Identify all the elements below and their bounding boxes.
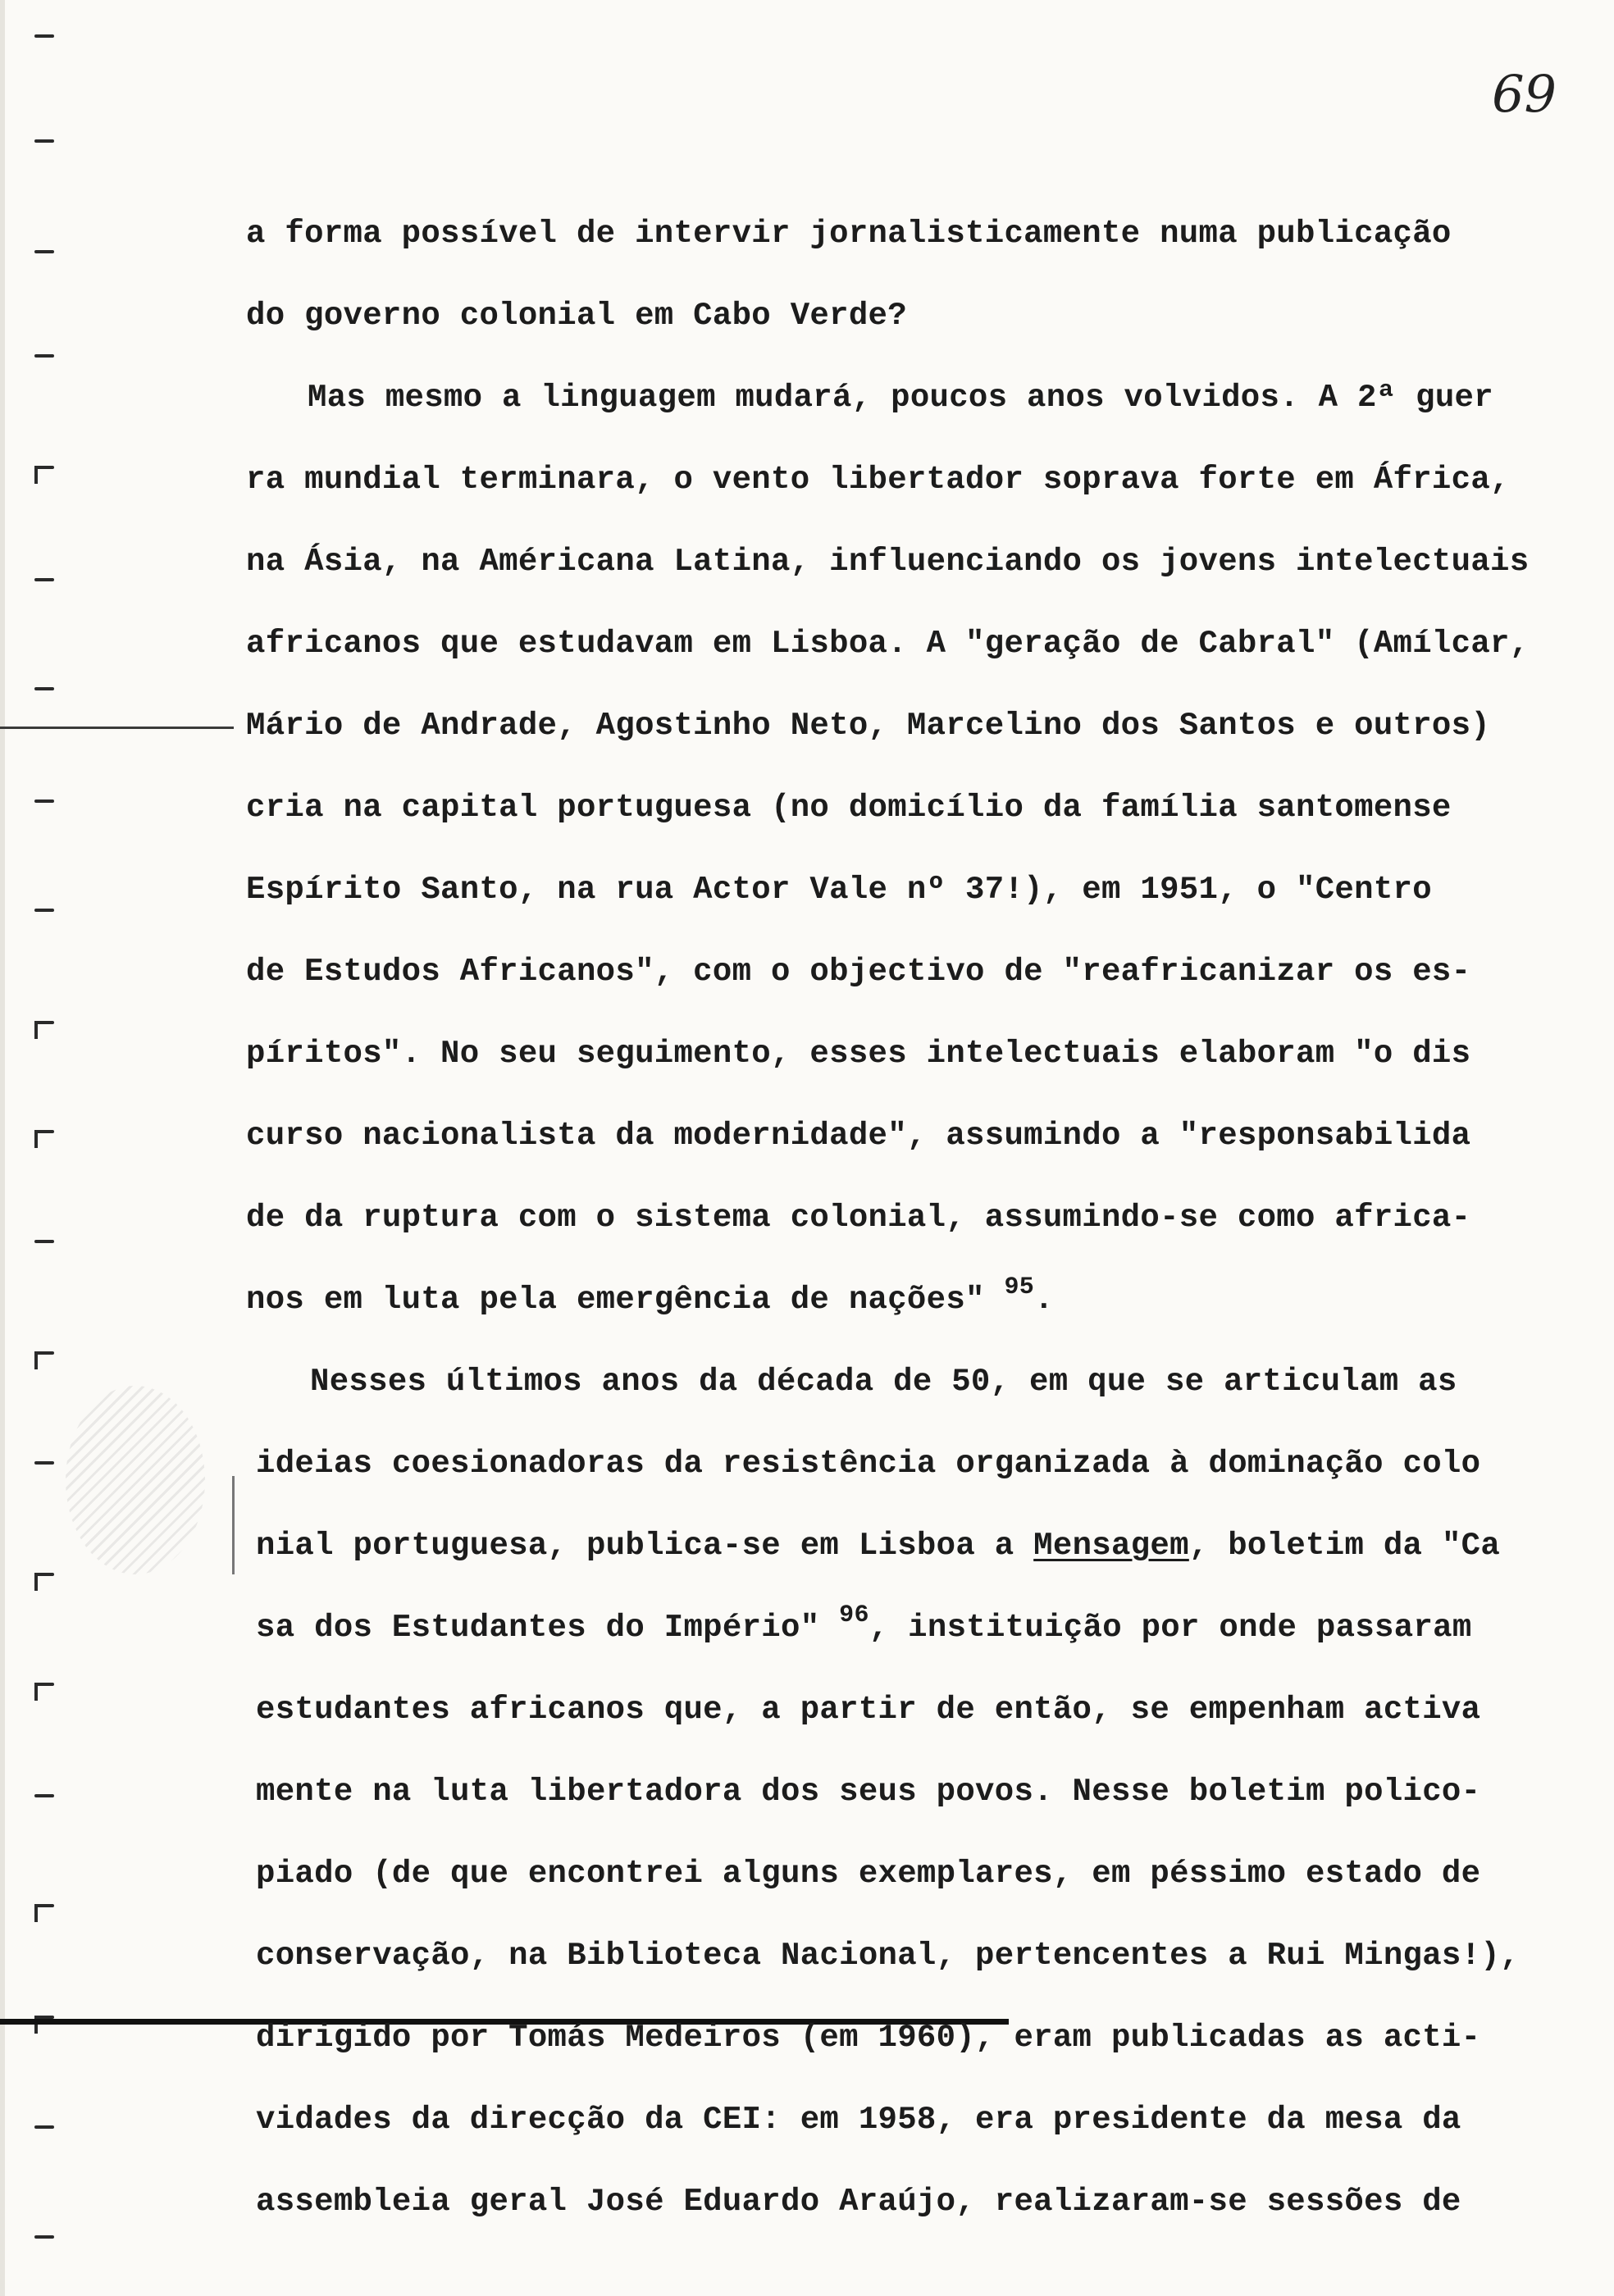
margin-mark [34,2125,54,2129]
text-line: assembleia geral José Eduardo Araújo, realizaram-se sessões de [256,2184,1461,2220]
margin-mark [34,250,54,253]
margin-mark [34,1683,54,1686]
margin-mark [34,1573,54,1576]
margin-mark [34,1351,54,1355]
footnote-ref-95: 95 [1004,1273,1035,1301]
text-line: Nesses últimos anos da década de 50, em que se articulam as [310,1364,1457,1400]
margin-mark [34,1904,54,1907]
text-line: na Ásia, na Américana Latina, influenciando os jovens intelectuais [246,544,1530,580]
text-line: dirigido por Tomás Medeiros (em 1960), eram publicadas as acti- [256,2020,1481,2056]
margin-mark [34,1240,54,1243]
margin-mark [34,1794,54,1797]
text-line: vidades da direcção da CEI: em 1958, era presidente da mesa da [256,2102,1461,2138]
paper-smudge [66,1386,205,1574]
margin-vertical-stroke [232,1476,235,1574]
line-text-tail: , instituição por onde passaram [869,1610,1472,1646]
line-text: nial portuguesa, publica-se em Lisboa a [256,1528,1014,1564]
text-line: piado (de que encontrei alguns exemplares, em péssimo estado de [256,1856,1481,1892]
text-line: do governo colonial em Cabo Verde? [246,298,907,334]
margin-mark [34,687,54,690]
margin-mark [34,2235,54,2239]
text-line [246,1273,1054,1319]
margin-mark [34,909,54,912]
scan-rule-line [0,727,234,729]
text-line: africanos que estudavam em Lisboa. A "geração de Cabral" (Amílcar, [246,626,1530,662]
text-line [256,1527,1500,1565]
text-line: mente na luta libertadora dos seus povos. Nesse boletim polico- [256,1774,1481,1810]
margin-mark [34,578,54,581]
margin-mark [34,800,54,803]
line-period: . [1034,1282,1054,1318]
page-number: 69 [1492,64,1557,124]
margin-mark [34,139,54,143]
margin-mark [34,1461,54,1465]
margin-mark [34,1021,54,1024]
line-text-tail: , boletim da "Ca [1188,1528,1501,1564]
line-text: sa dos Estudantes do Império" [256,1610,820,1646]
text-line: píritos". No seu seguimento, esses intelectuais elaboram "o dis [246,1036,1471,1072]
text-line: ra mundial terminara, o vento libertador soprava forte em África, [246,462,1510,498]
text-line: Mário de Andrade, Agostinho Neto, Marcelino dos Santos e outros) [246,708,1491,744]
publication-title-mensagem: Mensagem [1033,1528,1189,1564]
text-line: conservação, na Biblioteca Nacional, pertencentes a Rui Mingas!), [256,1938,1520,1974]
text-line: ideias coesionadoras da resistência organizada à dominação colo [256,1446,1481,1482]
text-line: de da ruptura com o sistema colonial, assumindo-se como africa- [246,1200,1471,1236]
margin-mark [34,34,54,38]
text-line: Mas mesmo a linguagem mudará, poucos anos volvidos. A 2ª guer [308,380,1493,416]
margin-mark [34,1130,54,1133]
text-line: Espírito Santo, na rua Actor Vale nº 37!), em 1951, o "Centro [246,872,1432,908]
text-line [256,1601,1472,1647]
margin-mark [34,466,54,469]
text-line: estudantes africanos que, a partir de então, se empenham activa [256,1692,1481,1728]
binder-margin-marks [0,0,131,2296]
text-line: cria na capital portuguesa (no domicílio da família santomense [246,790,1452,826]
text-line: a forma possível de intervir jornalisticamente numa publicação [246,216,1452,252]
footnote-ref-96: 96 [839,1601,869,1629]
text-line: curso nacionalista da modernidade", assumindo a "responsabilida [246,1118,1471,1154]
text-line: de Estudos Africanos", com o objectivo de "reafricanizar os es- [246,954,1471,990]
line-text: nos em luta pela emergência de nações" [246,1282,985,1318]
margin-mark [34,354,54,358]
